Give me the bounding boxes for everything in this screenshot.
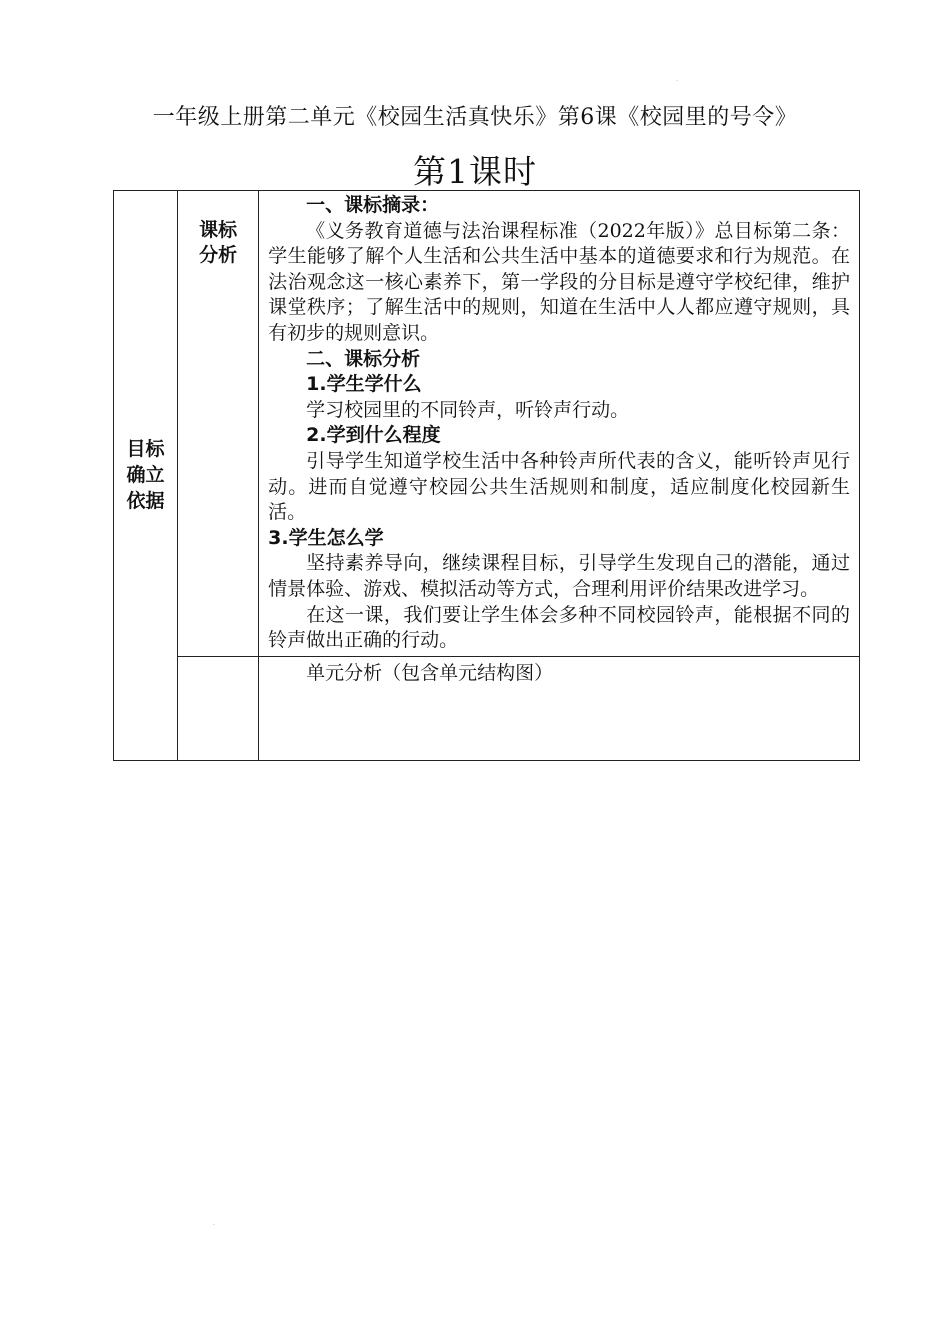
standards-row [114, 191, 860, 657]
standards-label-line: 课标 [199, 219, 238, 241]
goal-basis-label-line: 依据 [126, 490, 165, 513]
item3-heading: 3.学生怎么学 [268, 526, 384, 549]
lesson-title: 第1课时 [413, 152, 537, 191]
goal-basis-label-line: 确立 [126, 464, 165, 487]
item2-heading: 2.学到什么程度 [306, 424, 441, 447]
item3-text: 坚持素养导向，继续课程目标，引导学生发现自己的潜能，通过情景体验、游戏、模拟活动等方式，合理利用评价结果改进学习。 [268, 552, 850, 600]
document-subtitle: 一年级上册第二单元《校园生活真快乐》第6课《校园里的号令》 [152, 105, 798, 130]
goal-basis-cell [114, 191, 178, 761]
standards-analysis-label-cell [178, 191, 259, 657]
closing-text: 在这一课，我们要让学生体会多种不同校园铃声，能根据不同的铃声做出正确的行动。 [268, 603, 850, 652]
section1-heading: 一、课标摘录： [306, 194, 440, 216]
unit-analysis-cell [259, 656, 860, 760]
unit-analysis-text: 单元分析（包含单元结构图） [306, 661, 554, 684]
standards-label-line: 分析 [199, 244, 238, 266]
goal-basis-label-line: 目标 [126, 438, 165, 461]
item1-text: 学习校园里的不同铃声，听铃声行动。 [306, 398, 630, 421]
unit-analysis-row [114, 656, 860, 760]
section2-heading: 二、课标分析 [306, 347, 421, 370]
unit-analysis-label-cell [178, 656, 259, 760]
item2-text: 引导学生知道学校生活中各种铃声所代表的含义，能听铃声见行动。进而自觉遵守校园公共生活规则和制度，适应制度化校园新生活。 [268, 449, 850, 524]
section1-text: 《义务教育道德与法治课程标准（2022年版）》总目标第二条：学生能够了解个人生活和公共生活中基本的道德要求和行为规范。在法治观念这一核心素养下，第一学段的分目标是遵守学校纪律，维护课堂秩序；了解生活中的规则，知道在生活中人人都应遵守规则，具有初步的规则意识。 [268, 219, 850, 344]
page-mark: · [213, 1222, 215, 1229]
lesson-plan-table [113, 190, 860, 761]
item1-heading: 1.学生学什么 [306, 373, 422, 396]
standards-content-cell [259, 191, 860, 657]
page-mark: · [676, 78, 678, 85]
